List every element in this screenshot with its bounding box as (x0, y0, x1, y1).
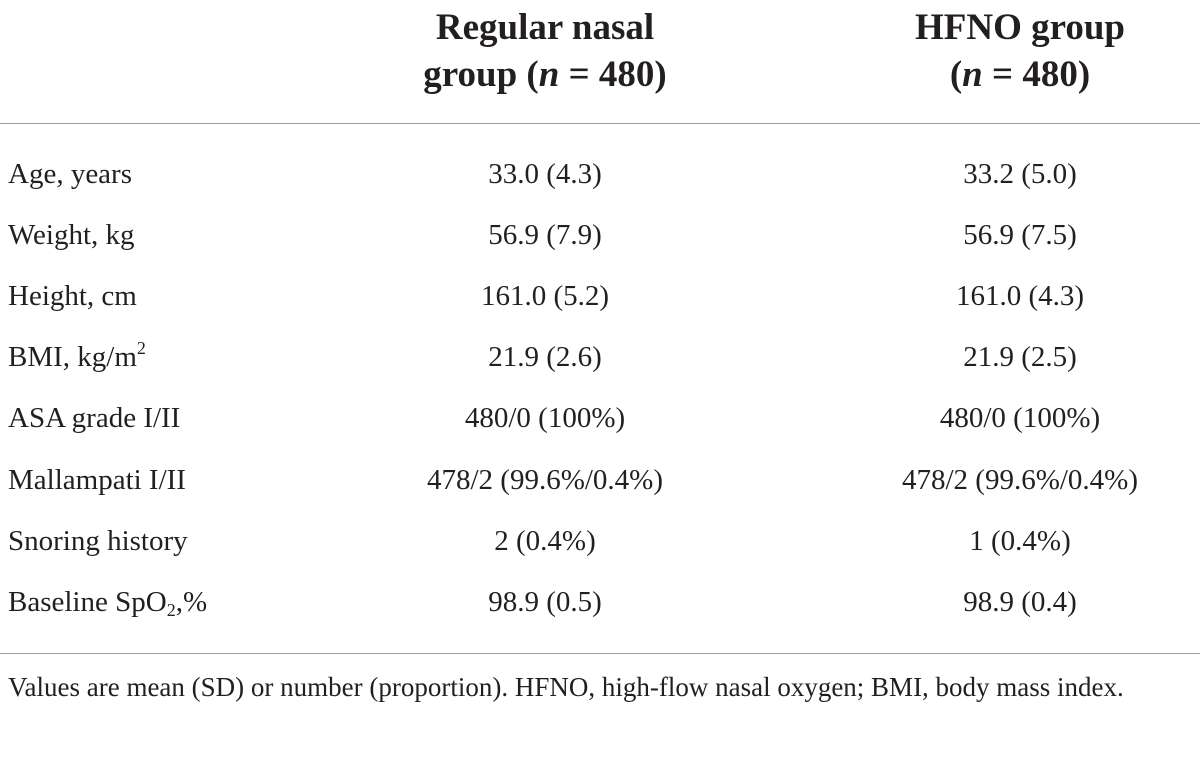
hfno-value: 480/0 (100%) (939, 402, 1101, 434)
superscript: 2 (136, 338, 146, 358)
header-text: group ( (423, 54, 539, 95)
hfno-value: 478/2 (99.6%/0.4%) (902, 464, 1138, 496)
row-label (8, 574, 207, 630)
hfno-value: 21.9 (2.5) (963, 341, 1077, 373)
column-header-line (380, 51, 710, 98)
header-n-value: = 480) (559, 54, 667, 95)
row-label: ASA grade I/II (8, 402, 181, 434)
column-header-hfno (850, 4, 1190, 98)
column-header-line: Regular nasal (435, 7, 655, 48)
table-footnote: Values are mean (SD) or number (proportion). HFNO, high-flow nasal oxygen; BMI, body mass index. (8, 672, 1124, 702)
table-row (0, 452, 1200, 508)
header-n-value: = 480) (982, 54, 1091, 95)
table-row (0, 574, 1200, 630)
regular-nasal-value: 480/0 (100%) (464, 402, 626, 434)
row-label-text: BMI, kg/m (8, 341, 137, 373)
regular-nasal-value: 478/2 (99.6%/0.4%) (427, 464, 663, 496)
column-header-line: HFNO group (914, 7, 1126, 48)
header-n-symbol: n (962, 54, 983, 95)
regular-nasal-value: 98.9 (0.5) (488, 586, 602, 618)
regular-nasal-value: 161.0 (5.2) (480, 280, 610, 312)
table-row (0, 513, 1200, 569)
hfno-value: 33.2 (5.0) (963, 158, 1077, 190)
hfno-value: 161.0 (4.3) (955, 280, 1085, 312)
row-label: Age, years (8, 158, 133, 190)
regular-nasal-value: 56.9 (7.9) (488, 219, 602, 251)
table-row (0, 146, 1200, 202)
hfno-value: 1 (0.4%) (969, 525, 1071, 557)
regular-nasal-value: 33.0 (4.3) (488, 158, 602, 190)
hfno-value: 56.9 (7.5) (963, 219, 1077, 251)
regular-nasal-value: 2 (0.4%) (494, 525, 596, 557)
header-text: ( (949, 54, 963, 95)
row-label-text: Baseline SpO (8, 586, 167, 618)
row-label: Snoring history (8, 525, 188, 557)
regular-nasal-value: 21.9 (2.6) (488, 341, 602, 373)
table-row (0, 390, 1200, 446)
footer-divider (0, 653, 1200, 654)
subscript: 2 (166, 600, 176, 620)
header-n-symbol: n (538, 54, 560, 95)
header-divider (0, 123, 1200, 124)
row-label: Mallampati I/II (8, 464, 186, 496)
row-label: Weight, kg (8, 219, 135, 251)
row-label (8, 329, 146, 385)
table-row (0, 207, 1200, 263)
table-row (0, 268, 1200, 324)
table-header-row (0, 0, 1200, 118)
row-label: Height, cm (8, 280, 137, 312)
row-label-suffix: ,% (175, 586, 208, 618)
table-row (0, 329, 1200, 385)
column-header-line (850, 51, 1190, 98)
hfno-value: 98.9 (0.4) (963, 586, 1077, 618)
column-header-regular-nasal (380, 4, 710, 98)
